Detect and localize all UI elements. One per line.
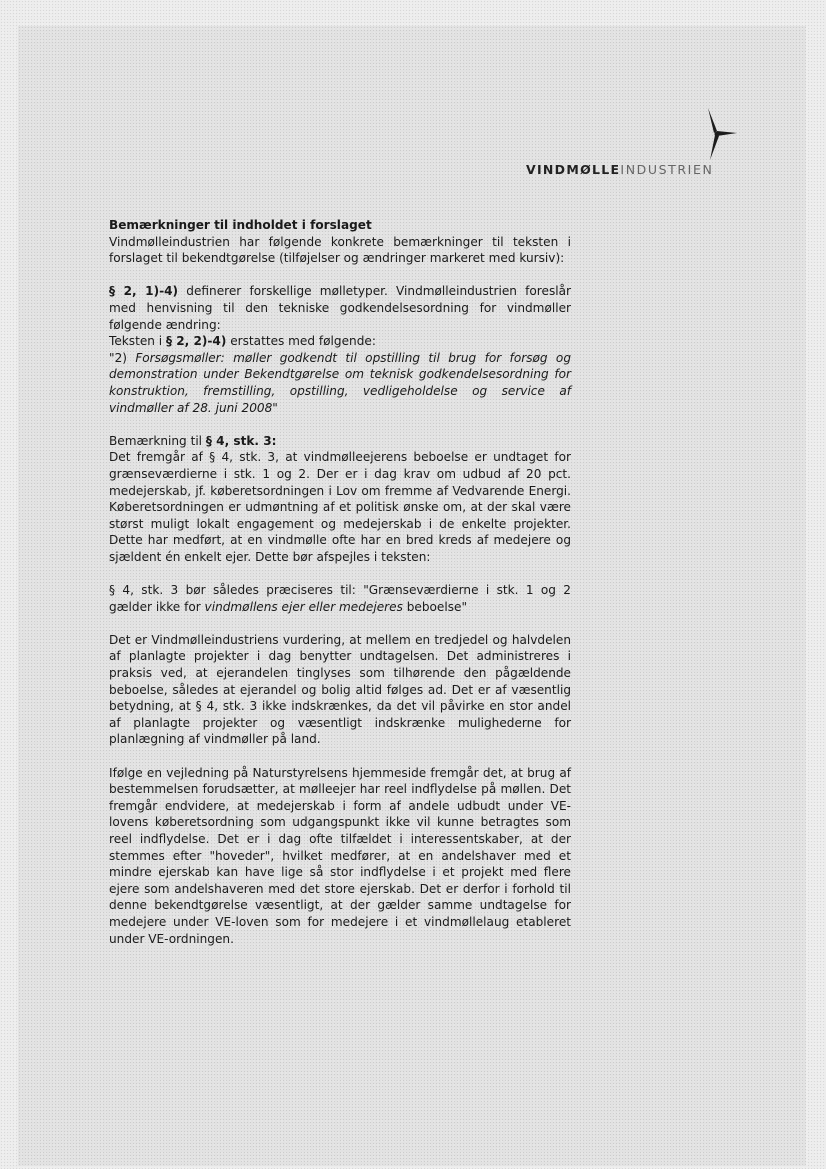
section-ref: § 4, stk. 3: bbox=[205, 433, 277, 448]
paragraph-proposed-text: § 4, stk. 3 bør således præciseres til: "Grænseværdierne i stk. 1 og 2 gælder ikke for vindmøllens ejer eller medejeres beboelse" bbox=[109, 583, 571, 614]
paragraph-quoted-definition: "2) Forsøgsmøller: møller godkendt til opstilling til brug for forsøg og demonstration under Bekendtgørelse om teknisk godkendelsesordning for konstruktion, fremstilling, opstilling, vedligeholdelse og service af vindmøller af 28. juni 2008" bbox=[109, 350, 571, 415]
section-ref: § 2, 1)-4) bbox=[109, 284, 179, 299]
italic-definition: Forsøgsmøller: møller godkendt til opstilling til brug for forsøg og demonstration under Bekendtgørelse om teknisk godkendelsesordning for konstruktion, fremstilling, opstilling, vedligeholdelse og service af vindmøller af 28. juni 2008 bbox=[109, 350, 571, 415]
document-page bbox=[18, 26, 806, 1166]
section-ref: § 2, 2)-4) bbox=[165, 334, 227, 349]
letter-body bbox=[109, 217, 571, 964]
intro-text: Vindmølleindustrien har følgende konkrete bemærkninger til teksten i forslaget til bekendtgørelse (tilføjelser og ændringer markeret med kursiv): bbox=[109, 234, 571, 266]
paragraph-guidance: Ifølge en vejledning på Naturstyrelsens hjemmeside fremgår det, at brug af bestemmelsen forudsætter, at mølleejer har reel indflydelse på møllen. Det fremgår endvidere, at medejerskab i form af andele udbudt under VE-lovens køberetsordning som udgangspunkt ikke vil kunne betragtes som reel indflydelse. Det er i dag ofte tilfældet i interessentskaber, at der stemmes efter "hoveder", hvilket medfører, at en andelshaver med et mindre ejerskab kan have lige så stor indflydelse i et projekt med flere ejere som andelshaveren med det store ejerskab. Det er derfor i forhold til denne bekendtgørelse væsentligt, at der gælder samme undtagelse for medejere under VE-loven som for medejere i et vindmøllelaug etableret under VE-ordningen. bbox=[109, 765, 571, 946]
section-2-text: definerer forskellige mølletyper. Vindmølleindustrien foreslår med henvisning til den tekniske godkendelsesordning for vindmøller følgende ændring: bbox=[109, 284, 571, 332]
paragraph-intro bbox=[109, 217, 571, 267]
company-logo bbox=[18, 26, 806, 206]
paragraph-section-2 bbox=[109, 283, 571, 333]
italic-amendment: vindmøllens ejer eller medejeres bbox=[204, 599, 403, 614]
section-heading: Bemærkninger til indholdet i forslaget bbox=[109, 218, 372, 232]
section-4-text: Det fremgår af § 4, stk. 3, at vindmølleejerens beboelse er undtaget for grænseværdierne i stk. 1 og 2. Der er i dag krav om udbud af 20 pct. medejerskab, jf. køberetsordningen i Lov om fremme af Vedvarende Energi. Køberetsordningen er udmøntning af et politisk ønske om, at der skal være størst muligt lokalt engagement og medejerskab i de enkelte projekter. Dette har medført, at en vindmølle ofte har en bred kreds af medejere og sjældent én enkelt ejer. Dette bør afspejles i teksten: bbox=[109, 450, 571, 564]
logo-name-light: INDUSTRIEN bbox=[620, 162, 714, 177]
paragraph-section-4-remark: Bemærkning til § 4, stk. 3: Det fremgår af § 4, stk. 3, at vindmølleejerens beboelse er undtaget for grænseværdierne i stk. 1 og 2. Der er i dag krav om udbud af 20 pct. medejerskab, jf. køberetsordningen i Lov om fremme af Vedvarende Energi. Køberetsordningen er udmøntning af et politisk ønske om, at der skal være størst muligt lokalt engagement og medejerskab i de enkelte projekter. Dette har medført, at en vindmølle ofte har en bred kreds af medejere og sjældent én enkelt ejer. Dette bør afspejles i teksten: bbox=[109, 433, 571, 564]
paragraph-replacement-note: Teksten i § 2, 2)-4) erstattes med følgende: bbox=[109, 334, 376, 349]
paragraph-assessment: Det er Vindmølleindustriens vurdering, at mellem en tredjedel og halvdelen af planlagte projekter i dag benytter undtagelsen. Det administreres i praksis ved, at ejerandelen tinglyses som tilhørende den pågældende beboelse, således at ejerandel og bolig altid følges ad. Det er af væsentlig betydning, at § 4, stk. 3 ikke indskrænkes, da det vil påvirke en stor andel af planlagte projekter og væsentligt indskrænke mulighederne for planlægning af vindmøller på land. bbox=[109, 632, 571, 747]
logo-name-bold: VINDMØLLE bbox=[526, 162, 621, 177]
logo-wordmark bbox=[526, 162, 713, 177]
